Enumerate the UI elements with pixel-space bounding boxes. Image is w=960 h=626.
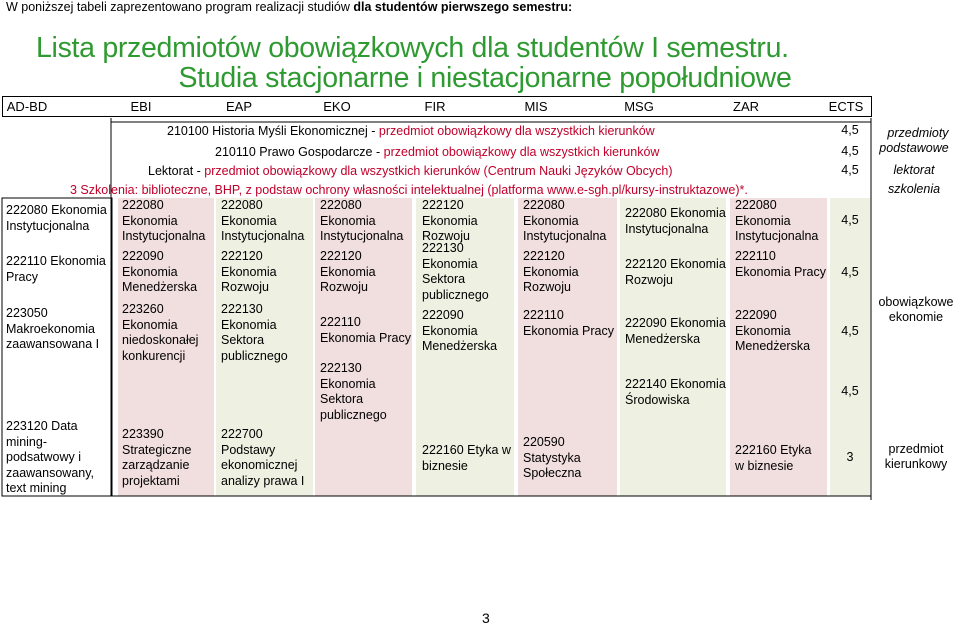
cell-ebi-1: 222080 Ekonomia Instytucjonalna — [122, 198, 206, 243]
col-zar: ZAR — [733, 99, 759, 114]
band-lektorat-plain: Lektorat - — [148, 164, 205, 178]
cell-zar-4: 222160 Etyka w biznesie — [735, 443, 812, 473]
page-subtitle: Studia stacjonarne i niestacjonarne popołudniowe — [178, 62, 792, 94]
cell-fir-3: 222090 Ekonomia Menedżerska — [422, 308, 498, 353]
cell-fir-4: 222160 Etyka w biznesie — [422, 443, 511, 473]
band-historia-ects: 4,5 — [841, 123, 859, 137]
cell-eko-4: 222130 Ekonomia Sektora publicznego — [320, 361, 387, 422]
ects-row-4: 4,5 — [841, 384, 859, 398]
cell-eko-3: 222110 Ekonomia Pracy — [320, 315, 412, 345]
cell-adbd-1: 222080 Ekonomia Instytucjonalna — [6, 203, 107, 233]
col-ebi: EBI — [130, 99, 152, 114]
ects-row-1: 4,5 — [841, 213, 859, 227]
cell-eko-2: 222120 Ekonomia Rozwoju — [320, 249, 376, 294]
cell-mis-2: 222120 Ekonomia Rozwoju — [523, 249, 579, 294]
label-ekonomie: ekonomie — [888, 310, 944, 324]
label-szkolenia: szkolenia — [887, 182, 941, 196]
band-prawo-ects: 4,5 — [841, 144, 859, 158]
label-kierunkowy: kierunkowy — [884, 457, 948, 471]
band-prawo — [215, 144, 659, 160]
col-ects: ECTS — [828, 99, 864, 114]
cell-eap-3: 222130 Ekonomia Sektora publicznego — [221, 302, 288, 363]
cell-adbd-3: 223050 Makroekonomia zaawansowana I — [6, 306, 100, 351]
cell-msg-2: 222120 Ekonomia Rozwoju — [625, 257, 726, 287]
cell-eko-1: 222080 Ekonomia Instytucjonalna — [320, 198, 404, 243]
page-number: 3 — [482, 610, 490, 626]
label-podstawowe: podstawowe — [879, 141, 949, 155]
cell-zar-1: 222080 Ekonomia Instytucjonalna — [735, 198, 819, 243]
cell-adbd-4: 223120 Data mining-podsatwowy i zaawansowany, text mining — [6, 419, 95, 495]
label-lektorat: lektorat — [893, 163, 935, 177]
label-przedmiot: przedmiot — [888, 442, 944, 456]
page-title: Lista przedmiotów obowiązkowych dla studentów I semestru. — [36, 32, 789, 64]
col-fir: FIR — [424, 99, 446, 114]
cell-eap-2: 222120 Ekonomia Rozwoju — [221, 249, 277, 294]
cell-zar-2: 222110 Ekonomia Pracy — [735, 249, 827, 279]
band-historia-red: przedmiot obowiązkowy dla wszystkich kierunków — [378, 124, 655, 138]
cell-msg-1: 222080 Ekonomia Instytucjonalna — [625, 206, 726, 236]
cell-adbd-2: 222110 Ekonomia Pracy — [6, 254, 106, 284]
cell-fir-1: 222120 Ekonomia Rozwoju — [422, 198, 478, 243]
cell-eap-4: 222700 Podstawy ekonomicznej analizy prawa I — [221, 427, 305, 488]
intro-prefix: W poniższej tabeli zaprezentowano program realizacji studiów — [6, 0, 354, 14]
band-szkolenia — [70, 182, 748, 198]
cell-ebi-2: 222090 Ekonomia Menedżerska — [122, 249, 198, 294]
label-obowiazkowe: obowiązkowe — [878, 295, 954, 309]
col-eko: EKO — [323, 99, 351, 114]
band-historia-plain: 210100 Historia Myśli Ekonomicznej - — [167, 124, 379, 138]
label-przedmiot-kierunkowy — [874, 442, 958, 472]
ects-row-5: 3 — [846, 450, 854, 464]
cell-mis-4: 220590 Statystyka Społeczna — [523, 435, 582, 480]
cell-mis-3: 222110 Ekonomia Pracy — [523, 308, 615, 338]
ects-row-2: 4,5 — [841, 265, 859, 279]
label-obowiazkowe-ekonomie — [874, 295, 958, 325]
cell-zar-3: 222090 Ekonomia Menedżerska — [735, 308, 811, 353]
band-historia — [167, 123, 655, 139]
band-lektorat — [148, 163, 673, 179]
col-ad-bd: AD-BD — [6, 99, 48, 114]
label-przedmioty: przedmioty — [887, 126, 949, 140]
band-szkolenia-red: 3 Szkolenia: biblioteczne, BHP, z podstaw ochrony własności intelektualnej (platforma www.e-sgh.pl/kursy-instruktazowe)*. — [70, 183, 748, 197]
band-lektorat-ects: 4,5 — [841, 163, 859, 177]
col-eap: EAP — [225, 99, 252, 114]
cell-eap-1: 222080 Ekonomia Instytucjonalna — [221, 198, 305, 243]
cell-msg-3: 222090 Ekonomia Menedżerska — [625, 316, 726, 346]
intro-bold: dla studentów pierwszego semestru: — [353, 0, 573, 14]
col-mis: MIS — [524, 99, 548, 114]
col-msg: MSG — [624, 99, 654, 114]
cell-ebi-4: 223390 Strategiczne zarządzanie projektami — [122, 427, 192, 488]
ects-row-3: 4,5 — [841, 324, 859, 338]
cell-ebi-3: 223260 Ekonomia niedoskonałej konkurencji — [122, 302, 199, 363]
cell-msg-4: 222140 Ekonomia Środowiska — [625, 377, 726, 407]
cell-fir-2: 222130 Ekonomia Sektora publicznego — [422, 241, 489, 302]
band-prawo-red: przedmiot obowiązkowy dla wszystkich kierunków — [383, 145, 660, 159]
band-lektorat-red: przedmiot obowiązkowy dla wszystkich kierunków (Centrum Nauki Języków Obcych) — [204, 164, 673, 178]
cell-mis-1: 222080 Ekonomia Instytucjonalna — [523, 198, 607, 243]
band-prawo-plain: 210110 Prawo Gospodarcze - — [215, 145, 384, 159]
